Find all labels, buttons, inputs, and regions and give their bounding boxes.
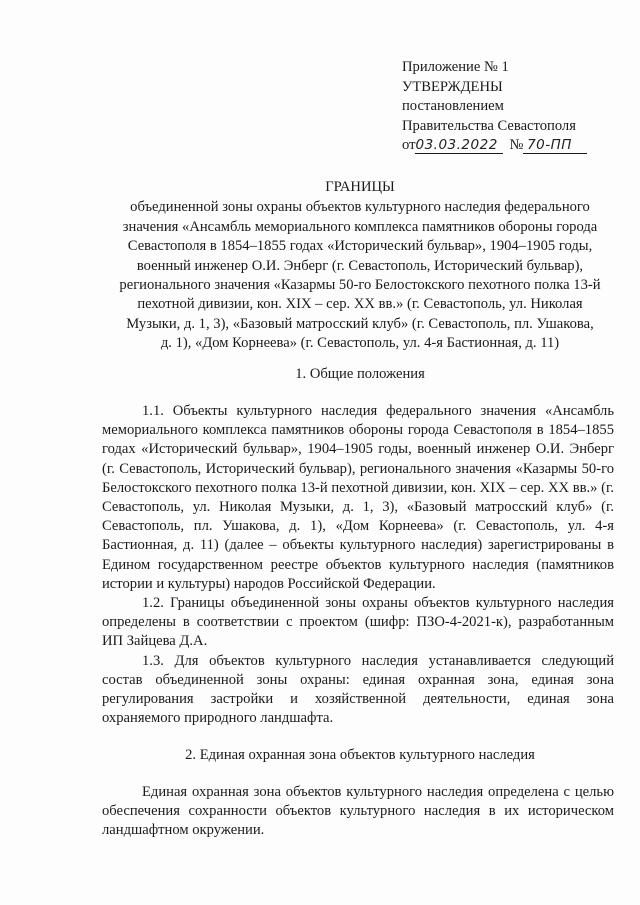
paragraph-1-2: 1.2. Границы объединенной зоны охраны объектов культурного наследия определены в соответствии с проектом (шифр: ПЗО-4-2021-к), разработанным ИП Зайцева Д.А.	[102, 595, 614, 650]
section-1-body	[102, 402, 614, 728]
title-line: Севастополя в 1854–1855 годах «Исторический бульвар», 1904–1905 годы,	[127, 238, 593, 255]
approval-block	[402, 58, 632, 156]
section-2-body	[102, 783, 614, 841]
decree-date: 03.03.2022	[415, 137, 498, 153]
title-line: объединенной зоны охраны объектов культурного наследия федерального	[130, 199, 590, 216]
paragraph-1-3: 1.3. Для объектов культурного наследия устанавливается следующий состав объединенной зоны охраны: единая охранная зона, единая зона регулирования застройки и хозяйственной деятельности, единая зона охраняемого природного ландшафта.	[102, 652, 614, 727]
title-line: военный инженер О.И. Энберг (г. Севастополь, Исторический бульвар),	[136, 257, 584, 274]
decree-date-number-line	[402, 136, 632, 156]
decree-date-field	[415, 137, 503, 154]
title-line: Музыки, д. 1, 3), «Базовый матросский клуб» (г. Севастополь, пл. Ушакова,	[126, 315, 594, 332]
decree-number-field	[523, 137, 587, 154]
paragraph-2-1: Единая охранная зона объектов культурного наследия определена с целью обеспечения сохранности объектов культурного наследия в их историческом ландшафтном окружении.	[102, 784, 614, 839]
number-prefix: №	[509, 137, 524, 153]
paragraph-1-1: 1.1. Объекты культурного наследия федерального значения «Ансамбль мемориального комплекса памятников обороны города Севастополя в 1854–1855 годах «Исторический бульвар», 1904–1905 годы, военный инженер О.И. Энберг (г. Севастополь, Исторический бульвар), регионального значения «Казармы 50-го Белостокского пехотного полка 13-й пехотной дивизии, кон. XIX – сер. XX вв.» (г. Севастополь, ул. Николая Музыки, д. 1, 3), «Базовый матросский клуб» (г. Севастополь, пл. Ушакова, д. 1), «Дом Корнеева» (г. Севастополь, ул. 4-я Бастионная, д. 11) (далее – объекты культурного наследия) зарегистрированы в Едином государственном реестре объектов культурного наследия (памятников истории и культуры) народов Российской Федерации.	[102, 403, 614, 592]
from-prefix: от	[402, 137, 416, 153]
title-line: пехотной дивизии, кон. XIX – сер. XX вв.» (г. Севастополь, ул. Николая	[137, 296, 583, 313]
decree-label: постановлением	[402, 98, 504, 114]
appendix-label: Приложение № 1	[402, 59, 509, 75]
section-2-heading: 2. Единая охранная зона объектов культурного наследия	[185, 747, 535, 763]
government-label: Правительства Севастополя	[402, 117, 576, 134]
decree-number: 70-ПП	[527, 137, 572, 153]
title-line: д. 1), «Дом Корнеева» (г. Севастополь, ул. 4-я Бастионная, д. 11)	[160, 335, 560, 352]
title-line: регионального значения «Казармы 50-го Белостокского пехотного полка 13-й	[119, 277, 601, 294]
title-line: значения «Ансамбль мемориального комплекса памятников обороны города	[122, 218, 598, 235]
section-1-heading: 1. Общие положения	[295, 366, 425, 382]
title-heading: ГРАНИЦЫ	[325, 179, 395, 195]
document-title	[100, 178, 620, 354]
approved-label: УТВЕРЖДЕНЫ	[402, 78, 503, 95]
